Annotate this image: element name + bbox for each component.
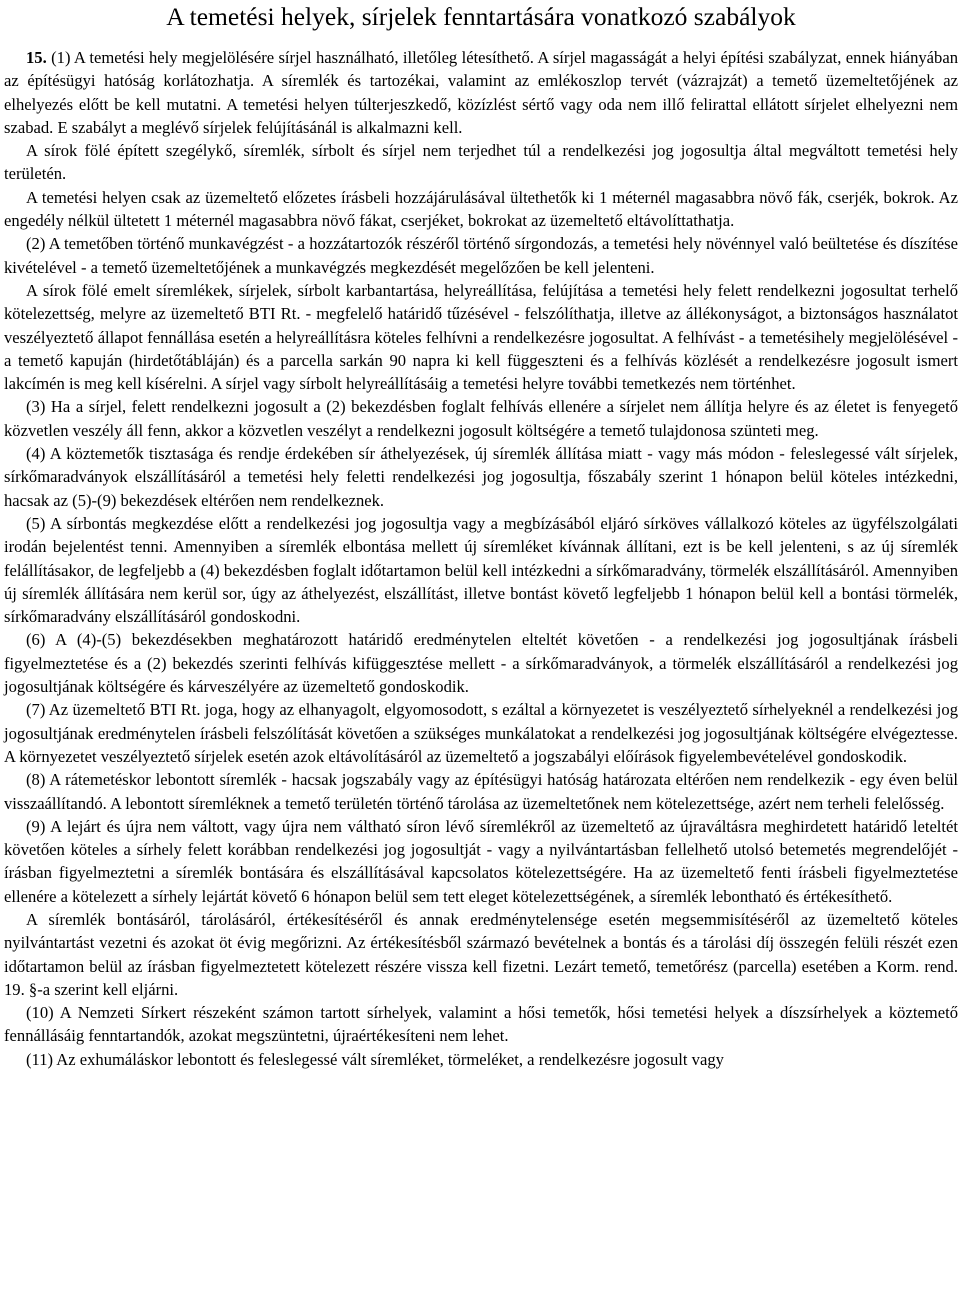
paragraph: (5) A sírbontás megkezdése előtt a rendelkezési jog jogosultja vagy a megbízásából eljáró sírköves vállalkozó köteles az ügyfélszolgálati irodán bejelentést tenni. Amennyiben a síremlék elbontása mellett új síremléket kívánnak állítani, ezt is be kell jelenteni, s az új síremlék felállításakor, de legfeljebb a (4) bekezdésben foglalt időtartamon belül kell intézkedni a sírkőmaradvány, törmelék elszállításáról. Amennyiben új síremlék állítására nem kerül sor, úgy az áthelyezést, elszállítást, illetve bontást követő legfeljebb 1 hónapon belül kell a bontási törmelék, sírkőmaradvány elszállításáról gondoskodni.	[4, 513, 958, 627]
paragraph: (2) A temetőben történő munkavégzést - a hozzátartozók részéről történő sírgondozás, a temetési hely növénnyel való beültetése és díszítése kivételével - a temető üzemeltetőjének a munkavégzés megkezdését megelőzően be kell jelenteni.	[4, 234, 958, 277]
paragraph: A temetési helyen csak az üzemeltető előzetes írásbeli hozzájárulásával ültethetők ki 1 méternél magasabbra növő fák, cserjék, bokrok. Az engedély nélkül ültetett 1 méternél magasabbra növő fákat, cserjéket, bokrokat az üzemeltető eltávolíttathatja.	[4, 187, 958, 231]
paragraph: (8) A rátemetéskor lebontott síremlék - hacsak jogszabály vagy az építésügyi hatóság határozata eltérően nem rendelkezik - egy éven belül visszaállítandó. A lebontott síremléknek a temető területén történő tárolása az üzemeltetőnek nem kötelezettsége, azért nem terheli felelősség.	[4, 770, 958, 813]
paragraph-section-15	[4, 46, 958, 139]
paragraph: A sírok fölé épített szegélykő, síremlék, sírbolt és sírjel nem terjedhet túl a rendelkezési jog jogosultja által megváltott temetési hely területén.	[4, 141, 958, 184]
paragraph: (7) Az üzemeltető BTI Rt. joga, hogy az elhanyagolt, elgyomosodott, s ezáltal a környezetet is veszélyeztető sírhelyeknél a rendelkezési jog jogosultjának eredménytelen írásbeli felszólítását követően a szükséges munkálatokat a rendelkezési jog jogosultjának költségére elvégeztesse. A környezetet veszélyeztető sírjelek esetén azok eltávolításáról az üzemeltető a jogszabályi előírások figyelembevételével gondoskodik.	[4, 700, 958, 766]
paragraph: (9) A lejárt és újra nem váltott, vagy újra nem váltható síron lévő síremlékről az üzemeltető az újraváltásra meghirdetett határidő leteltét követően köteles a sírhely felett korábban rendelkezési jog jogosultját - vagy a nyilvántartásban fellelhető utolsó betemetés megrendelőjét - írásban figyelmeztetni a síremlék bontására és elszállításával kapcsolatos kötelezettségére. Ha az üzemeltető fenti írásbeli figyelmeztetése ellenére a kötelezett a sírhely lejártát követő 6 hónapon belül sem tett eleget kötelezettségének, a síremlék lebontható és értékesíthető.	[4, 816, 958, 906]
document-title: A temetési helyek, sírjelek fenntartására vonatkozó szabályok	[166, 2, 796, 31]
paragraph-text: (1) A temetési hely megjelölésére sírjel használható, illetőleg létesíthető. A sírjel magasságát a helyi építési szabályzat, ennek hiányában az építésügyi hatóság korlátozhatja. A síremlék és tartozékai, valamint az emlékoszlop tervét (vázrajzát) a temető üzemeltetőjének az elhelyezés előtt be kell mutatni. A temetési helyen túlterjeszkedő, közízlést sértő vagy oda nem illő felirattal ellátott sírjelet elhelyezni nem szabad. E szabályt a meglévő sírjelek felújításánál is alkalmazni kell.	[4, 48, 958, 137]
document-body	[4, 46, 958, 1071]
paragraph: (4) A köztemetők tisztasága és rendje érdekében sír áthelyezések, új síremlék állítása miatt - vagy más módon - feleslegessé vált sírjelek, sírkőmaradványok elszállításáról a temetési hely feletti rendelkezési jog jogosultja, főszabály szerint 1 hónapon belül köteles intézkedni, hacsak az (5)-(9) bekezdések eltérően nem rendelkeznek.	[4, 444, 958, 510]
paragraph: (11) Az exhumáláskor lebontott és feleslegessé vált síremléket, törmeléket, a rendelkezésre jogosult vagy	[26, 1049, 724, 1069]
paragraph: (3) Ha a sírjel, felett rendelkezni jogosult a (2) bekezdésben foglalt felhívás ellenére a sírjelet nem állítja helyre és az életet is fenyegető közvetlen veszély áll fenn, akkor a közvetlen veszélyt a rendelkezni jogosult költségére a temető tulajdonosa szünteti meg.	[4, 397, 958, 440]
paragraph: A sírok fölé emelt síremlékek, sírjelek, sírbolt karbantartása, helyreállítása, felújítása a temetési hely felett rendelkezni jogosultat terhelő kötelezettség, melyre az üzemeltető BTI Rt. - megfelelő határidő tűzésével - felszólíthatja, illetve az állékonyságot, a biztonságos használatot veszélyeztető állapot fennállása esetén a helyreállításra köteles felhívni a rendelkezésre jogosultat. A felhívást - a temetésihely megjelölésével - a temető kapuján (hirdetőtábláján) és a parcella sarkán 90 napra ki kell függeszteni és a felhívás közlését a rendelkezésre jogosult ismert lakcímén is meg kell kísérelni. A sírjel vagy sírbolt helyreállításáig a temetési helyre további temetkezés nem történhet.	[4, 280, 958, 394]
section-number: 15.	[26, 48, 47, 67]
paragraph: (6) A (4)-(5) bekezdésekben meghatározott határidő eredménytelen elteltét követően - a rendelkezési jog jogosultjának írásbeli figyelmeztetése és a (2) bekezdés szerinti felhívás kifüggesztése mellett - a sírkőmaradványok, a törmelék elszállításáról a rendelkezési jog jogosultjának költségére és kárveszélyére az üzemeltető gondoskodik.	[4, 630, 958, 697]
paragraph: (10) A Nemzeti Sírkert részeként számon tartott sírhelyek, valamint a hősi temetők, hősi temetési helyek a díszsírhelyek a köztemető fennállásáig fenntartandók, azokat megszüntetni, újraértékesíteni nem lehet.	[4, 1003, 958, 1046]
paragraph: A síremlék bontásáról, tárolásáról, értékesítéséről és annak eredménytelensége esetén megsemmisítéséről az üzemeltető köteles nyilvántartást vezetni és azokat öt évig megőrizni. Az értékesítésből származó bevételnek a bontás és a tárolási díj összegén felüli részét ezen időtartamon belül az írásban figyelmeztetett kötelezett részére vissza kell fizetni. Lezárt temető, temetőrész (parcella) esetében a Korm. rend. 19. §-a szerint kell eljárni.	[4, 909, 958, 999]
